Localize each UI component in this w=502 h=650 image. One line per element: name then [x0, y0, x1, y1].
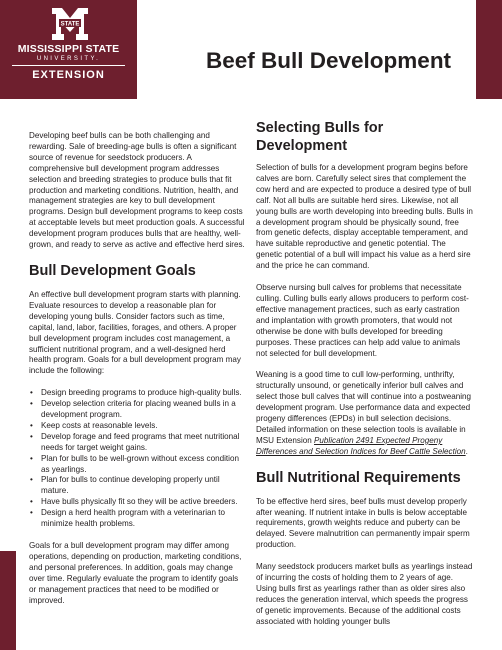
goal-item: • Design a herd health program with a veterinarian to minimize health problems.	[30, 508, 226, 529]
goals-heading: Bull Development Goals	[29, 262, 196, 279]
selecting-heading: Selecting Bulls for Development	[256, 120, 384, 154]
goal-item: • Develop selection criteria for placing weaned bulls in a development program.	[30, 399, 236, 420]
publication-2491-link[interactable]: Publication 2491 Expected Progeny Differences and Selection Indices for Beef Cattle Selection	[256, 435, 466, 456]
header-corner-bar	[476, 0, 502, 99]
msu-m-state-emblem-icon	[49, 6, 91, 42]
goal-item: • Design breeding programs to produce high-quality bulls.	[30, 388, 242, 398]
svg-text:STATE: STATE	[60, 21, 80, 28]
selecting-paragraph-1: Selection of bulls for a development program begins before calves are born. Carefully select sires that complement the cow herd and are expected to produce a desired type of bull calf. Not all bulls are suitable herd sires. Likewise, not all young bulls are worth developing into breeding bulls. Bulls in a development program should be physically sound, free from genetic defects, display acceptable temperament, and have suitable reproductive and genetic potential. The genetic potential of a bull will impact his value as a herd sire and the price he can command.	[256, 163, 473, 271]
goal-item: • Keep costs at reasonable levels.	[30, 420, 158, 430]
goals-list	[29, 388, 245, 530]
logo-university-label: UNIVERSITY.	[36, 56, 101, 62]
selecting-paragraph-3: Weaning is a good time to cull low-performing, unthrifty, structurally unsound, or genetically inferior bull calves and select those bull calves that will continue into a postweaning development program. Use performance data and expected progeny differences (EPDs) in bull selection decisions. Detailed information on these selection tools is available in MSU Extension Publication 2491 Expected Progeny Differences and Selection Indices for Beef Cattle Selection.	[256, 370, 472, 456]
goal-item: • Plan for bulls to be well-grown without excess condition as yearlings.	[30, 453, 239, 474]
nutrition-paragraph-1: To be effective herd sires, beef bulls must develop properly after weaning. If nutrient intake in bulls is below acceptable requirements, growth weights reduce and puberty can be delayed. Severe malnutrition can permanently impair sperm production.	[256, 496, 470, 550]
goals-intro-paragraph: An effective bull development program starts with planning. Evaluate resources to develop a reasonable plan for developing young bulls. Consider factors such as time, capital, land, labor, facilities, forages, and others. A proper bull development program includes cost management, a sufficient nutritional program, and a well-designed herd health program. Goals for a bull development program may include the following:	[29, 289, 241, 376]
right-column	[256, 117, 473, 639]
left-column	[29, 131, 245, 617]
logo-university-name: MISSISSIPPI STATE	[17, 43, 120, 55]
goal-item: • Develop forage and feed programs that meet nutritional needs for target weight gains.	[30, 431, 240, 452]
intro-paragraph: Developing beef bulls can be both challenging and rewarding. Sale of breeding-age bulls is often a significant source of revenue for seedstock producers. A comprehensive bull development program addresses selection and breeding strategies to produce bulls that fit production and marketing conditions. Nutrition, health, and management strategies are key to bull development programs. Design bull development programs to keep costs at acceptable levels but meet production goals. A successful development program produces bulls that are healthy, well-grown, and ready to serve as active and effective herd sires.	[29, 131, 245, 250]
logo-divider	[12, 65, 125, 66]
nutrition-heading: Bull Nutritional Requirements	[256, 469, 461, 486]
goal-item: • Plan for bulls to continue developing properly until mature.	[30, 475, 220, 496]
selecting-paragraph-2: Observe nursing bull calves for problems that necessitate culling. Culling bulls early allows producers to perform cost-effective management practices, such as early castration and implantation with growth promoters, that would not otherwise be done with bulls developed for breeding purposes. These practices can help add value to animals not selected for bull development.	[256, 283, 469, 358]
goals-closing-paragraph: Goals for a bull development program may differ among operations, depending on production, marketing conditions, and personal preferences. In addition, goals may change over time. Regularly evaluate the program to identify goals or management practices that need to be modified or improved.	[29, 541, 242, 605]
nutrition-paragraph-2: Many seedstock producers market bulls as yearlings instead of incurring the costs of holding them to 2 years of age. Using bulls first as yearlings rather than as older sires also reduces the generation interval, which speeds the progress of genetic improvements. Because of the additional costs associated with holding younger bulls	[256, 562, 473, 626]
goal-item: • Have bulls physically fit so they will be active breeders.	[30, 497, 238, 507]
footer-side-bar	[0, 551, 16, 650]
page-title: Beef Bull Development	[206, 48, 452, 73]
msu-extension-logo	[0, 0, 137, 99]
logo-extension-label: EXTENSION	[32, 69, 105, 81]
